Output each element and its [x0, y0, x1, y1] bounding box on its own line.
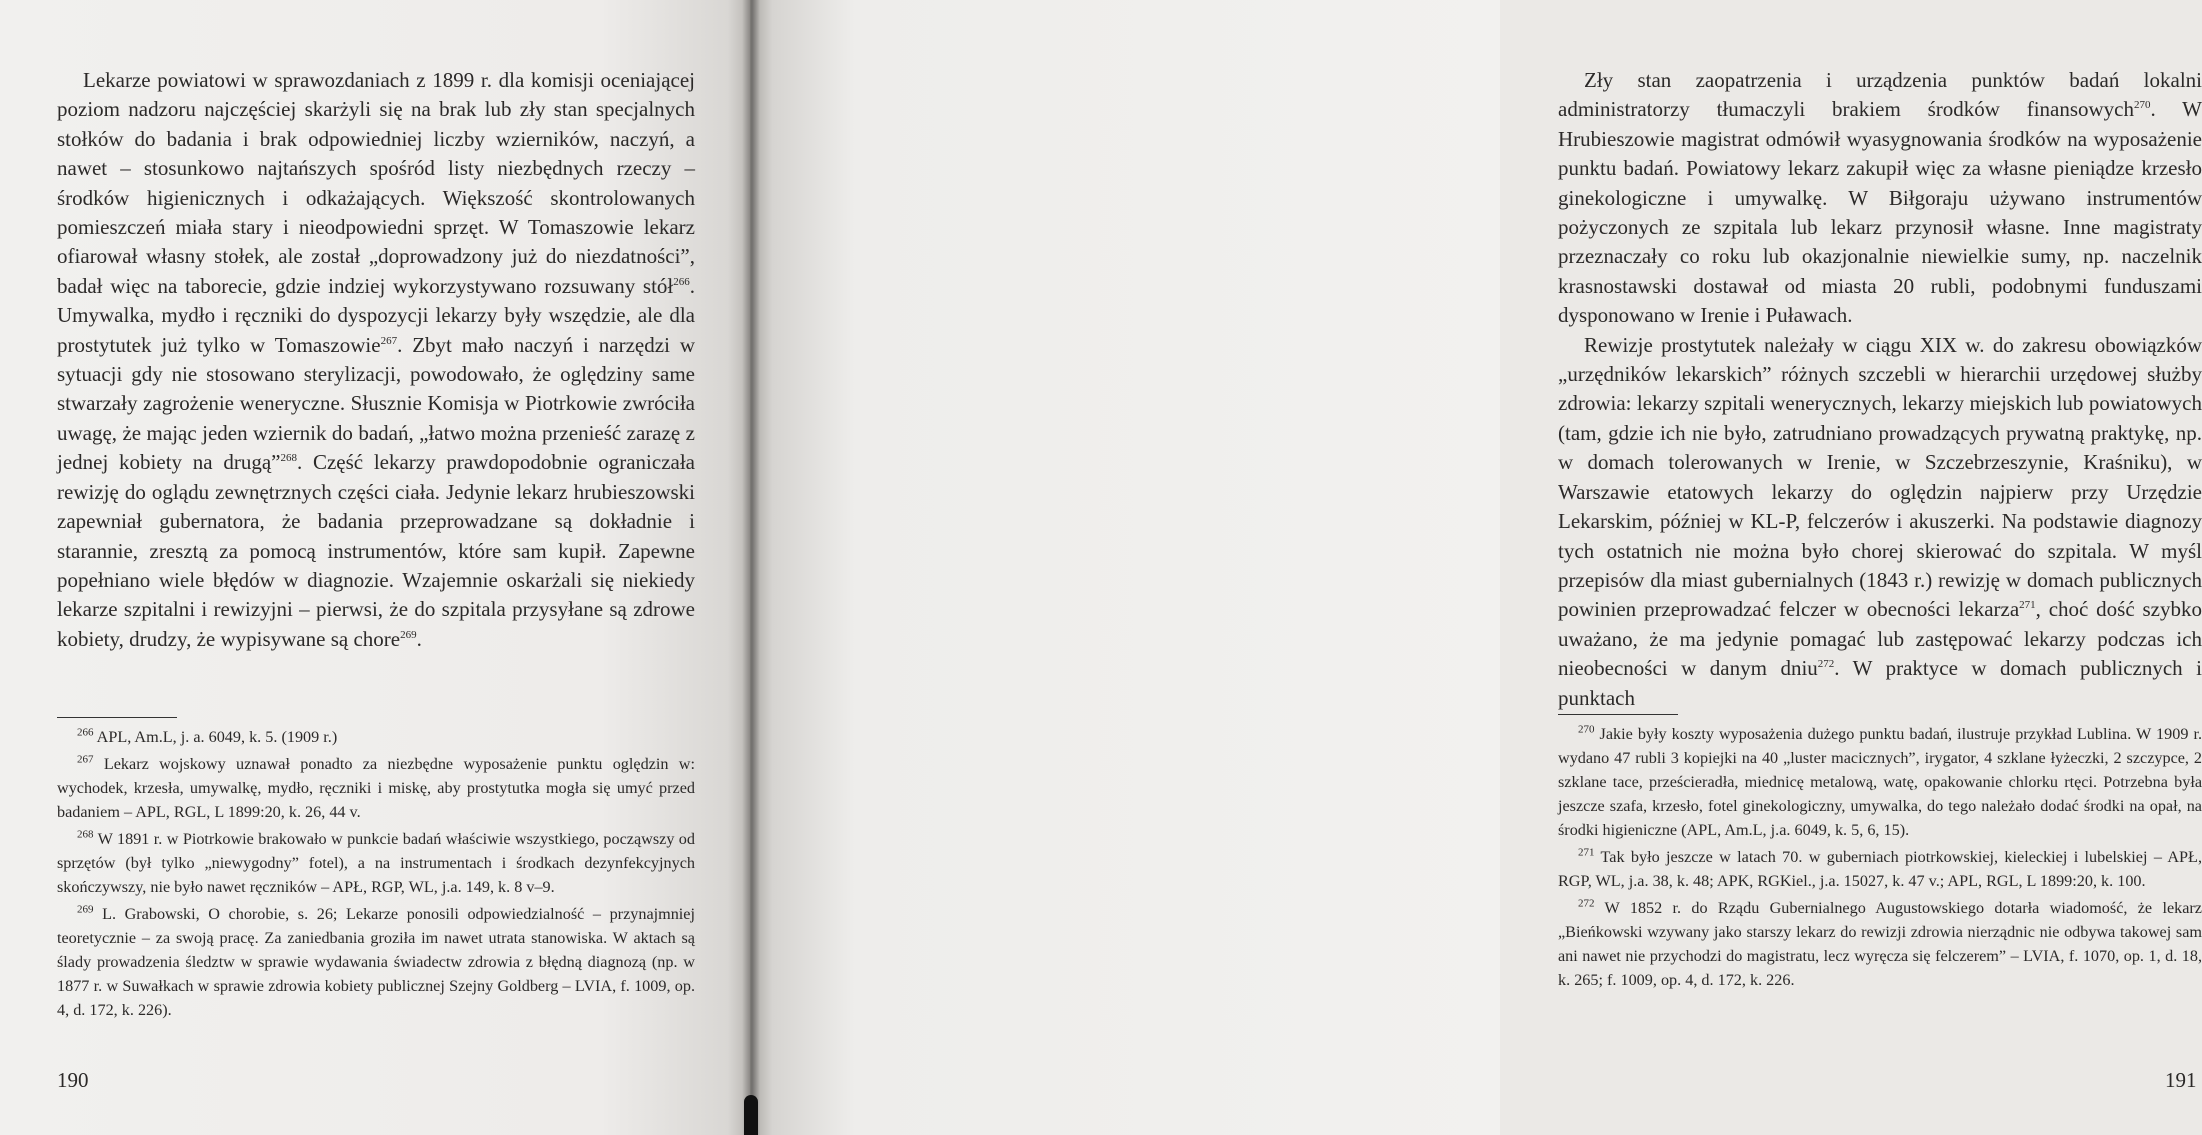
footnote-text: Jakie były koszty wyposażenia dużego punktu badań, ilustruje przykład Lublina. W 1909 r. wydano 47 rubli 3 kopiejki na 40 „luster macicznych”, irygator, 4 szklane łyżeczki, 2 szczypce, 2 szklane tace, prześcieradła, miednicę metalową, watę, opakowanie chlorku rtęci. Potrzebna była jeszcze szafa, krzesło, fotel ginekologiczny, umywalka, do tego należało dodać środki na opał, na środki higieniczne (APL, Am.L, j.a. 6049, k. 5, 6, 15). — [1558, 725, 2202, 839]
left-page — [0, 0, 750, 1135]
footnote-reference: 267 — [380, 334, 398, 347]
right-body-text — [1558, 66, 2202, 713]
footnote-reference: 269 — [400, 628, 417, 641]
footnote-number: 269 — [77, 903, 94, 916]
footnote-text: Tak było jeszcze w latach 70. w guberniach piotrkowskiej, kieleckiej i lubelskiej – APŁ, RGP, WL, j.a. 38, k. 48; APK, RGKiel., j.a. 15027, k. 47 v.; APL, RGL, L 1899:20, k. 100. — [1558, 848, 2202, 890]
body-paragraph — [57, 66, 695, 654]
body-text-run: . W Hrubieszowie magistrat odmówił wyasygnowania środków na wyposażenie punktu badań. Powiatowy lekarz zakupił więc za własne pieniądze krzesło ginekologiczne i umywalkę. W Biłgoraju używano instrumentów pożyczonych ze szpitala lub lekarz przynosił własne. Inne magistraty przeznaczały co roku lub okazjonalnie niewielkie sumy, np. naczelnik krasnostawski dostawał od miasta 20 rubli, podobnymi funduszami dysponowano w Irenie i Puławach. — [1558, 97, 2202, 328]
body-paragraph — [1558, 66, 2202, 331]
body-text-run: , choć dość szybko uważano, że ma jedynie pomagać lub zastępować lekarzy podczas ich nieobecności w danym dniu — [1558, 597, 2202, 681]
body-text-run: . W praktyce w domach publicznych i punktach — [1558, 656, 2202, 710]
book-spine-edge — [744, 1095, 758, 1135]
page-number-left: 190 — [57, 1068, 89, 1092]
footnote — [57, 902, 695, 1022]
footnote-number: 268 — [77, 828, 94, 841]
footnote-text: L. Grabowski, O chorobie, s. 26; Lekarze ponosili odpowiedzialność – przynajmniej teoretycznie – za swoją pracę. Za zaniedbania groziła im nawet utrata stanowiska. W aktach są ślady prowadzenia śledztw w sprawie wydawania świadectw zdrowia z błędną diagnozą (np. w 1877 r. w Suwałkach w sprawie zdrowia kobiety publicznej Szejny Goldberg – LVIA, f. 1009, op. 4, d. 172, k. 226). — [57, 905, 695, 1019]
footnote-reference: 268 — [280, 452, 297, 465]
page-number-right: 191 — [2165, 1068, 2197, 1092]
right-page — [750, 0, 2202, 1135]
footnote — [57, 827, 695, 899]
footnote — [57, 752, 695, 824]
footnote-reference: 266 — [673, 275, 690, 288]
footnote-text: Lekarz wojskowy uznawał ponadto za niezbędne wyposażenie punktu oględzin w: wychodek, krzesła, umywalkę, mydło, ręczniki i miskę, aby prostytutka mogła się umyć przed badaniem – APL, RGL, L 1899:20, k. 26, 44 v. — [57, 755, 695, 821]
book-spine-shadow — [742, 0, 760, 1135]
footnote — [57, 725, 695, 749]
body-text-run: . Część lekarzy prawdopodobnie ograniczała rewizję do oglądu zewnętrznych części ciała. Jedynie lekarz hrubieszowski zapewniał gubernatora, że badania przeprowadzane są dokładnie i starannie, zresztą za pomocą instrumentów, które sam kupił. Zapewne popełniano wiele błędów w diagnozie. Wzajemnie oskarżali się niekiedy lekarze szpitalni i rewizyjni – pierwsi, że do szpitala przysyłane są zdrowe kobiety, drudzy, że wypisywane są chore — [57, 450, 695, 651]
body-text-run: Rewizje prostytutek należały w ciągu XIX w. do zakresu obowiązków „urzędników lekarskich” różnych szczebli w hierarchii urzędowej służby zdrowia: lekarzy szpitali wenerycznych, lekarzy miejskich lub powiatowych (tam, gdzie ich nie było, zatrudniano prowadzących prywatną praktykę, np. w domach tolerowanych w Irenie, w Szczebrzeszynie, Kraśniku), w Warszawie etatowych lekarzy do oględzin najpierw przy Urzędzie Lekarskim, później w KL-P, felczerów i akuszerki. Na podstawie diagnozy tych ostatnich nie można było chorej skierować do szpitala. W myśl przepisów dla miast gubernialnych (1843 r.) rewizję w domach publicznych powinien przeprowadzać felczer w obecności lekarza — [1558, 332, 2202, 622]
body-text-run: Lekarze powiatowi w sprawozdaniach z 1899 r. dla komisji oceniającej poziom nadzoru najczęściej skarżyli się na brak lub zły stan specjalnych stołków do badania i brak odpowiedniej liczby wzierników, naczyń, a nawet – stosunkowo najtańszych spośród listy niezbędnych rzeczy – środków higienicznych i odkażających. Większość skontrolowanych pomieszczeń miała stary i nieodpowiedni sprzęt. W Tomaszowie lekarz ofiarował własny stołek, ale został „doprowadzony już do niezdatności”, badał więc na taborecie, gdzie indziej wykorzystywano rozsuwany stół — [57, 68, 695, 298]
footnote — [1558, 845, 2202, 893]
body-text-run: . Umywalka, mydło i ręczniki do dyspozycji lekarzy były wszędzie, ale dla prostytutek już tylko w Tomaszowie — [57, 273, 695, 357]
body-text-run: . — [416, 626, 422, 651]
footnote-reference: 271 — [2019, 599, 2036, 612]
footnote-reference: 272 — [1817, 658, 1835, 671]
right-footnotes — [1558, 722, 2202, 995]
body-paragraph — [1558, 331, 2202, 713]
footnote-text: APL, Am.L, j. a. 6049, k. 5. (1909 r.) — [93, 728, 338, 746]
footnote-number: 272 — [1578, 897, 1595, 910]
footnote-text: W 1891 r. w Piotrkowie brakowało w punkcie badań właściwie wszystkiego, począwszy od sprzętów (był tylko „niewygodny” fotel), a na instrumentach i środkach dezynfekcyjnych skończywszy, nie było nawet ręczników – APŁ, RGP, WL, j.a. 149, k. 8 v–9. — [57, 830, 695, 896]
footnote — [1558, 896, 2202, 992]
footnote-rule-left — [57, 717, 177, 718]
left-footnotes — [57, 725, 695, 1025]
footnote-number: 267 — [77, 753, 94, 766]
footnote — [1558, 722, 2202, 842]
footnote-text: W 1852 r. do Rządu Gubernialnego Augustowskiego dotarła wiadomość, że lekarz „Bieńkowski wzywany jako starszy lekarz do rewizji zdrowia nierządnic nie odbywa takowej sam ani nawet nie przychodzi do magistratu, lecz wyręcza się felczerem” – LVIA, f. 1070, op. 1, d. 18, k. 265; f. 1009, op. 4, d. 172, k. 226. — [1558, 899, 2202, 989]
footnote-rule-right — [1558, 714, 1678, 715]
footnote-number: 270 — [1578, 723, 1595, 736]
body-text-run: Zły stan zaopatrzenia i urządzenia punktów badań lokalni administratorzy tłumaczyli brakiem środków finansowych — [1558, 68, 2202, 122]
footnote-number: 266 — [77, 726, 94, 739]
footnote-reference: 270 — [2134, 99, 2151, 112]
left-body-text — [57, 66, 695, 654]
body-text-run: . Zbyt mało naczyń i narzędzi w sytuacji gdy nie stosowano sterylizacji, powodowało, że oględziny same stwarzały zagrożenie weneryczne. Słusznie Komisja w Piotrkowie zwróciła uwagę, że mając jeden wziernik do badań, „łatwo można przenieść zarazę z jednej kobiety na drugą” — [57, 332, 695, 475]
footnote-number: 271 — [1578, 846, 1595, 859]
